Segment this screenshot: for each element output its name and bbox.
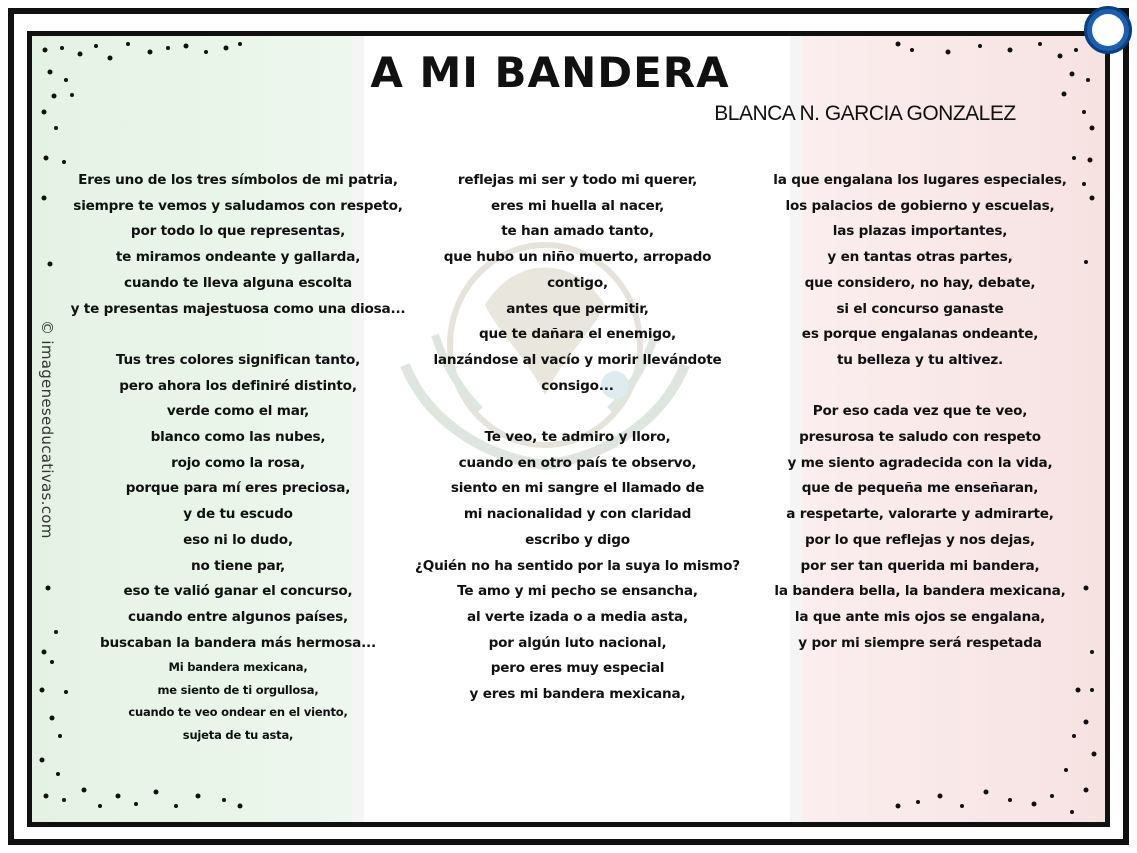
poem-line: siento en mi sangre el llamado de — [450, 480, 705, 497]
poem-line: a respetarte, valorarte y admirarte, — [786, 506, 1054, 523]
poem-column-left — [48, 168, 428, 746]
poem-line: blanco como las nubes, — [150, 429, 326, 446]
poem-line: consigo... — [541, 377, 614, 394]
poem-line: y me siento agradecida con la vida, — [787, 454, 1053, 471]
poem-line: que te dañara el enemigo, — [479, 326, 676, 343]
poem-line: que considero, no hay, debate, — [804, 274, 1036, 291]
poem-line: la bandera bella, la bandera mexicana, — [774, 583, 1066, 600]
poem-line: Eres uno de los tres símbolos de mi patria, — [78, 172, 398, 188]
poem-line: no tiene par, — [191, 557, 285, 574]
poem-line: porque para mí eres preciosa, — [125, 480, 351, 497]
poem-line: tu belleza y tu altivez. — [836, 351, 1004, 368]
stanza-break — [760, 374, 1080, 400]
poem-line: y por mi siempre será respetada — [798, 634, 1042, 651]
poem-line: Mi bandera mexicana, — [168, 660, 308, 675]
poem-column-right — [760, 168, 1080, 656]
poem-line: que hubo un niño muerto, arropado — [443, 249, 712, 266]
poem-line: te han amado tanto, — [501, 223, 654, 240]
poem-line: y de tu escudo — [183, 506, 293, 523]
poem-line: ¿Quién no ha sentido por la suya lo mismo? — [415, 557, 740, 574]
poem-line: es porque engalanas ondeante, — [801, 326, 1039, 343]
poem-line: y eres mi bandera mexicana, — [469, 686, 686, 703]
poem-line: buscaban la bandera más hermosa... — [100, 634, 376, 651]
poem-line: cuando te veo ondear en el viento, — [128, 705, 348, 720]
poem-line: te miramos ondeante y gallarda, — [115, 249, 361, 266]
poem-line: Por eso cada vez que te veo, — [812, 403, 1028, 420]
stanza-break — [395, 399, 760, 425]
poem-line: me siento de ti orgullosa, — [157, 682, 319, 697]
poem-author: BLANCA N. GARCIA GONZALEZ — [714, 102, 1016, 125]
poem-column-middle — [395, 168, 760, 708]
poem-line: verde como el mar, — [166, 403, 310, 420]
poem-line: cuando te lleva alguna escolta — [123, 274, 352, 291]
poem-line: los palacios de gobierno y escuelas, — [785, 197, 1055, 214]
poem-line: mi nacionalidad y con claridad — [463, 506, 692, 523]
poem-line: Te veo, te admiro y lloro, — [484, 429, 671, 446]
stanza-break — [48, 322, 428, 348]
poem-title: A MI BANDERA — [370, 48, 730, 97]
poem-line: lanzándose al vacío y morir llevándote — [433, 351, 722, 368]
poem-line: rojo como la rosa, — [171, 454, 305, 471]
poem-line: eso ni lo dudo, — [183, 531, 293, 548]
poem-line: al verte izada o a media asta, — [467, 608, 688, 625]
watermark-text: © imageneseducativas.com — [38, 320, 56, 539]
poem-line: reflejas mi ser y todo mi querer, — [457, 172, 698, 188]
poem-line: y te presentas majestuosa como una diosa... — [70, 300, 406, 317]
poem-line: por ser tan querida mi bandera, — [800, 557, 1040, 574]
poem-line: la que engalana los lugares especiales, — [773, 172, 1067, 188]
poem-line: que de pequeña me enseñaran, — [801, 480, 1039, 497]
poem-line: eso te valió ganar el concurso, — [123, 583, 353, 600]
poem-line: eres mi huella al nacer, — [490, 197, 665, 214]
poem-line: contigo, — [547, 274, 608, 291]
site-logo-icon — [1084, 6, 1132, 54]
poem-line: las plazas importantes, — [832, 223, 1008, 240]
poem-line: si el concurso ganaste — [836, 300, 1004, 317]
poem-line: presurosa te saludo con respeto — [799, 429, 1041, 446]
poem-line: cuando entre algunos países, — [127, 608, 349, 625]
poem-line: antes que permitir, — [506, 300, 649, 317]
poem-line: cuando en otro país te observo, — [458, 454, 697, 471]
poem-line: siempre te vemos y saludamos con respeto, — [73, 197, 403, 214]
poem-line: Tus tres colores significan tanto, — [115, 351, 361, 368]
poem-line: por algún luto nacional, — [488, 634, 667, 651]
poem-line: escribo y digo — [525, 531, 630, 548]
poem-line: pero eres muy especial — [490, 660, 665, 677]
poem-line: y en tantas otras partes, — [827, 249, 1013, 266]
poem-line: la que ante mis ojos se engalana, — [794, 608, 1046, 625]
poem-line: pero ahora los definiré distinto, — [119, 377, 357, 394]
poem-line: sujeta de tu asta, — [182, 727, 294, 742]
poem-line: por todo lo que representas, — [130, 223, 346, 240]
poem-line: por lo que reflejas y nos dejas, — [804, 531, 1036, 548]
poem-line: Te amo y mi pecho se ensancha, — [457, 583, 698, 600]
